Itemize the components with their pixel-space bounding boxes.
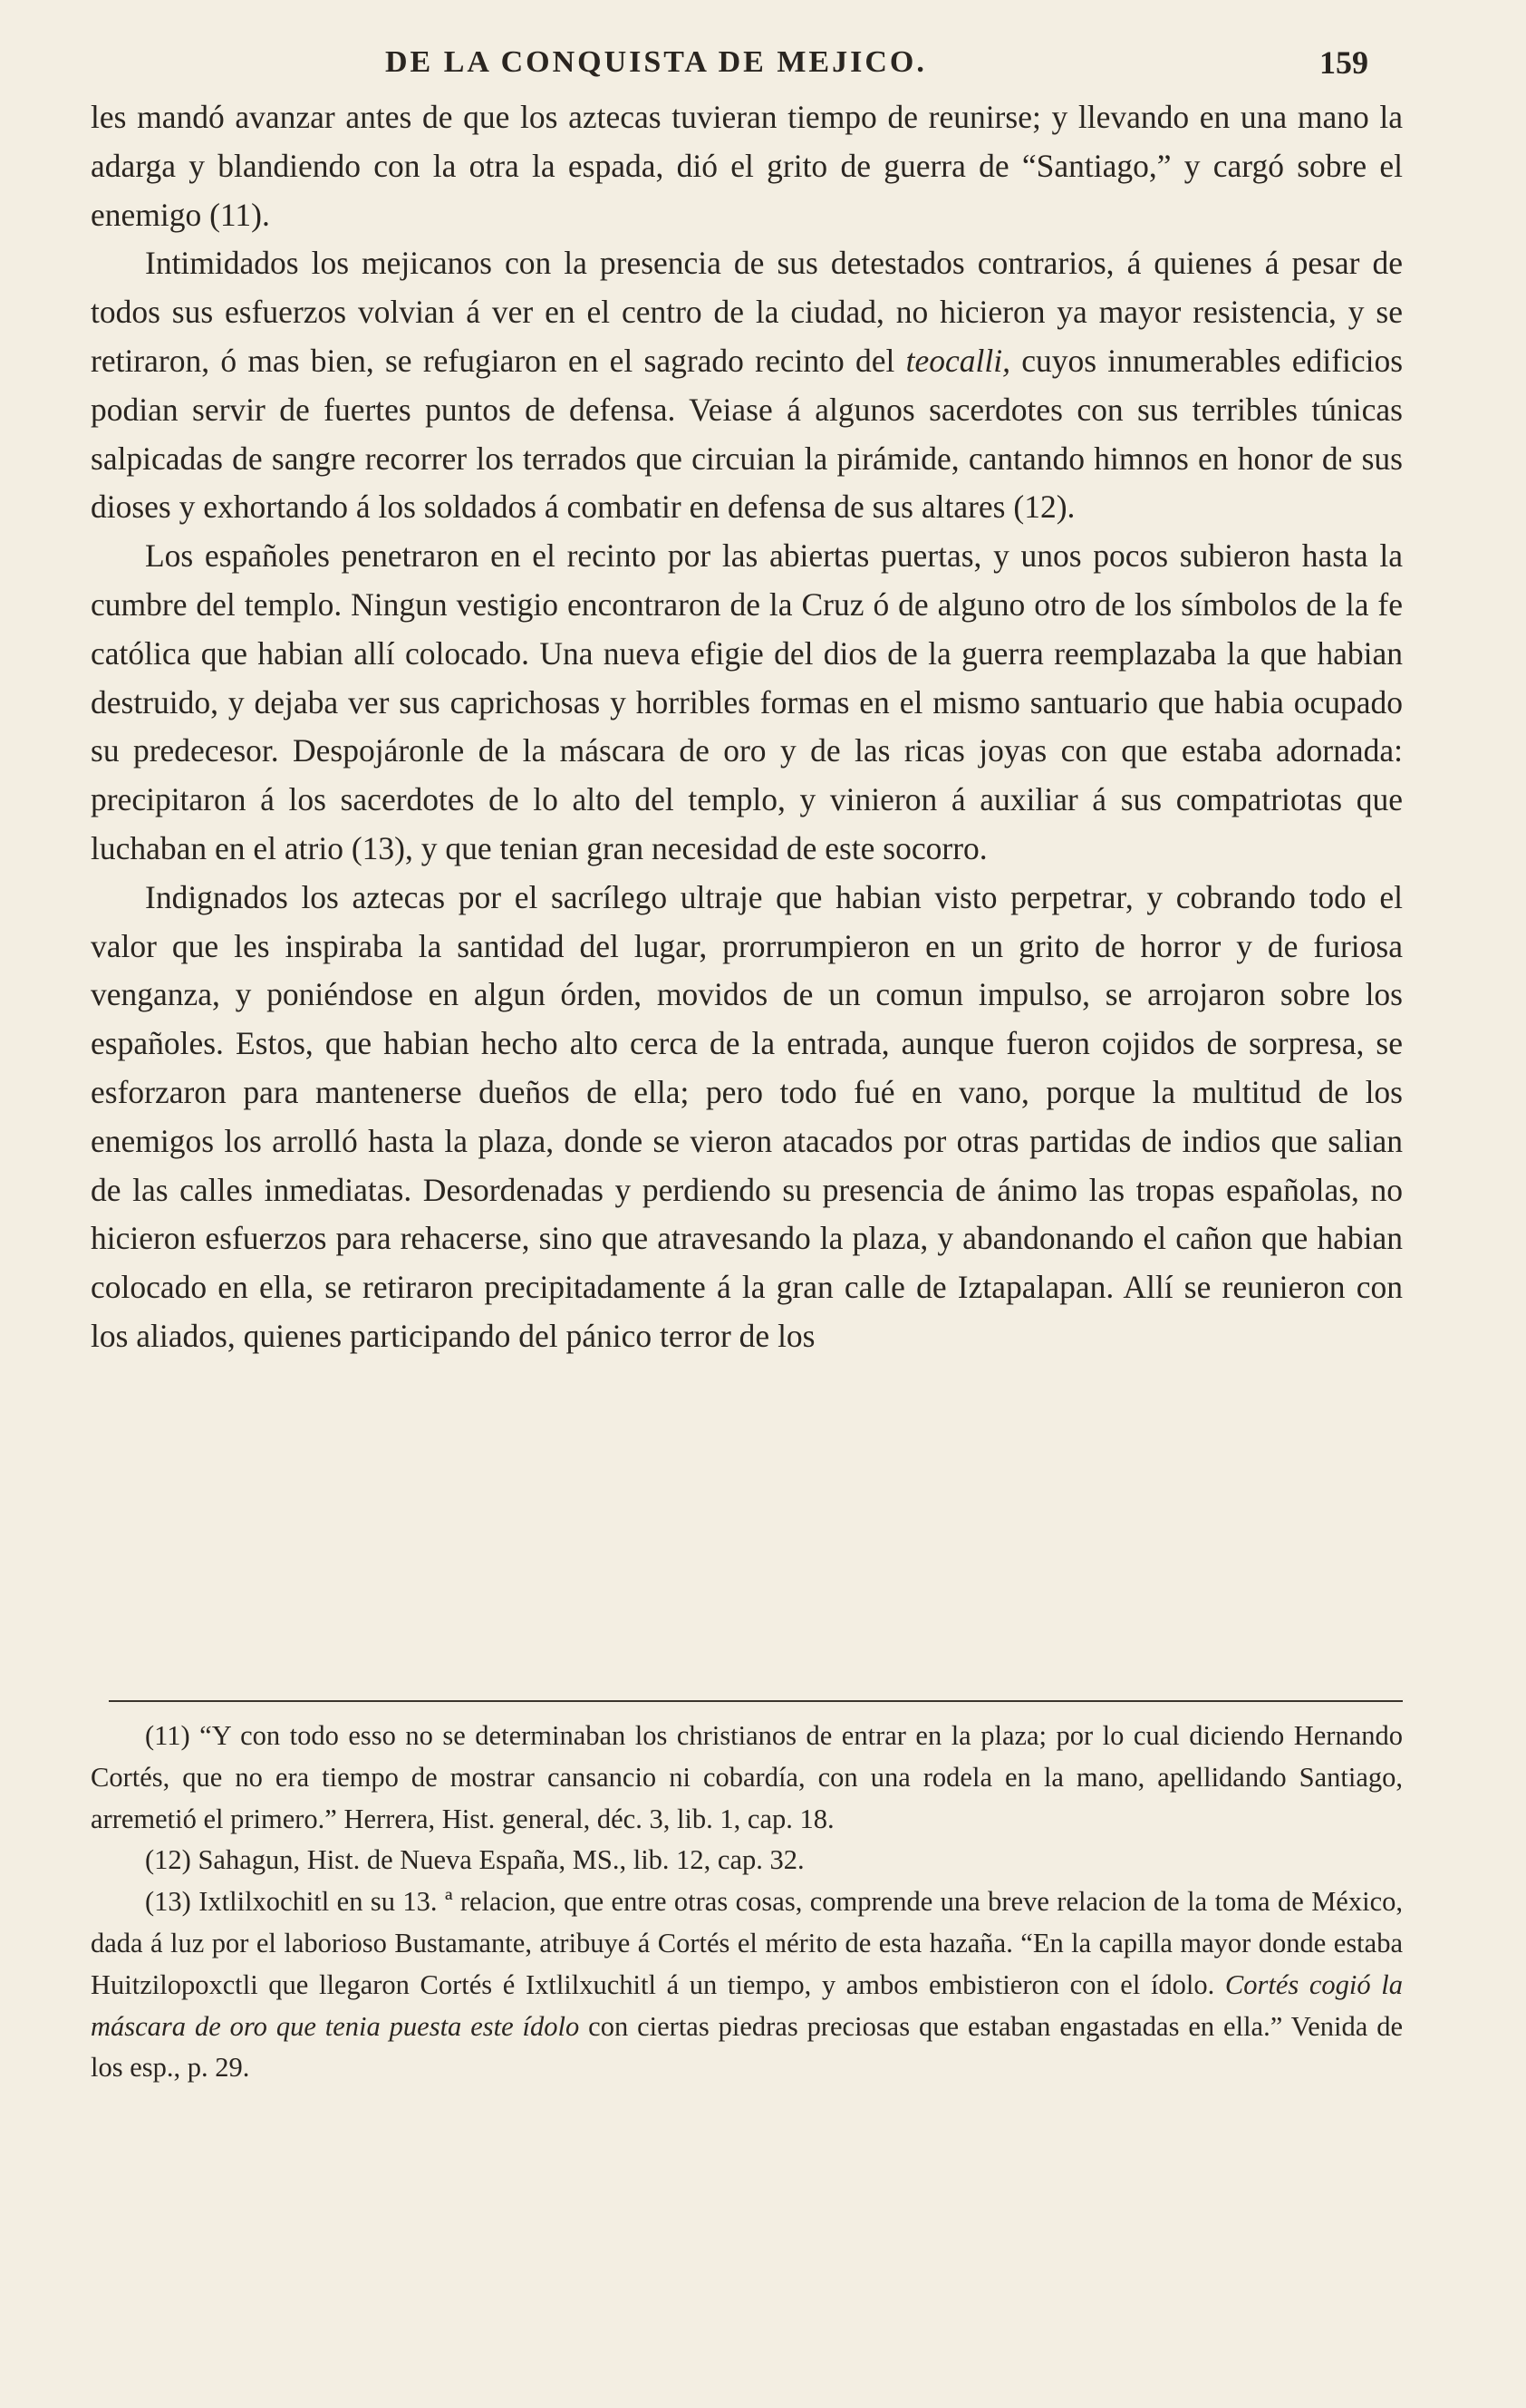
footnotes	[91, 1716, 1403, 2089]
footnote-11: (11) “Y con todo esso no se determinaban los christianos de entrar en la plaza; por lo cual diciendo Hernando Cortés, que no era tiempo de mostrar cansancio ni cobardía, con una rodela en la mano, apellidando Santiago, arremetió el primero.” Herrera, Hist. general, déc. 3, lib. 1, cap. 18.	[91, 1720, 1403, 1834]
paragraph-2	[91, 239, 1403, 532]
main-text	[91, 93, 1403, 1361]
book-page	[63, 44, 1404, 2364]
paragraph-2-start: Intimidados los mejicanos con la presencia de sus detestados contrarios, á quienes á pesar de todos sus esfuerzos volvian á ver en el centro de la ciudad, no hicieron ya mayor resistencia, y se retiraron, ó mas bien, se refugiaron en el sagrado recinto del	[91, 245, 1403, 379]
paragraph-3: Los españoles penetraron en el recinto por las abiertas puertas, y unos pocos subieron hasta la cumbre del templo. Ningun vestigio encontraron de la Cruz ó de alguno otro de los símbolos de la fe católica que habian allí colocado. Una nueva efigie del dios de la guerra reemplazaba la que habian destruido, y dejaba ver sus caprichosas y horribles formas en el mismo santuario que habia ocupado su predecesor. Despojáronle de la máscara de oro y de las ricas joyas con que estaba adornada: precipitaron á los sacerdotes de lo alto del templo, y vinieron á auxiliar á sus compatriotas que luchaban en el atrio (13), y que tenian gran necesidad de este socorro.	[91, 537, 1403, 866]
page-number: 159	[1319, 44, 1368, 81]
paragraph-2-rest: cuyos innumerables edificios podian servir de fuertes puntos de defensa. Veiase á algunos sacerdotes con sus terribles túnicas salpicadas de sangre recorrer los terrados que circuian la pirámide, cantando himnos en honor de sus dioses y exhortando á los soldados á combatir en defensa de sus altares (12).	[91, 342, 1404, 526]
paragraph-1: les mandó avanzar antes de que los aztecas tuvieran tiempo de reunirse; y llevando en una mano la adarga y blandiendo con la otra la espada, dió el grito de guerra de “Santiago,” y cargó sobre el enemigo (11).	[91, 99, 1403, 233]
footnote-13-end: con ciertas piedras preciosas que estaban engastadas en ella.” Venida de los esp., p. 29.	[91, 2010, 1403, 2084]
paragraph-4: Indignados los aztecas por el sacrílego ultraje que habian visto perpetrar, y cobrando todo el valor que les inspiraba la santidad del lugar, prorrumpieron en un grito de horror y de furiosa venganza, y poniéndose en algun órden, movidos de un comun impulso, se arrojaron sobre los españoles. Estos, que habian hecho alto cerca de la entrada, aunque fueron cojidos de sorpresa, se esforzaron para mantenerse dueños de ella; pero todo fué en vano, porque la multitud de los enemigos los arrolló hasta la plaza, donde se vieron atacados por otras partidas de indios que salian de las calles inmediatas. Desordenadas y perdiendo su presencia de ánimo las tropas españolas, no hicieron esfuerzos para rehacerse, sino que atravesando la plaza, y abandonando el cañon que habian colocado en ella, se retiraron precipitadamente á la gran calle de Iztapalapan. Allí se reunieron con los aliados, quienes participando del pánico terror de los	[91, 878, 1403, 1354]
footnote-13-italic: Cortés cogió la máscara de oro que tenia puesta este ídolo	[91, 1968, 1403, 2042]
footnote-12: (12) Sahagun, Hist. de Nueva España, MS., lib. 12, cap. 32.	[145, 1844, 805, 1876]
footnote-13	[91, 1881, 1403, 2089]
footnote-13-start: (13) Ixtlilxochitl en su 13. ª relacion, que entre otras cosas, comprende una breve relacion de la toma de México, dada á luz por el laborioso Bustamante, atribuye á Cortés el mérito de esta hazaña. “En la capilla mayor donde estaba Huitzilopoxctli que llegaron Cortés é Ixtlilxuchitl á un tiempo, y ambos embistieron con el ídolo.	[91, 1886, 1403, 2000]
running-title: DE LA CONQUISTA DE MEJICO.	[385, 45, 927, 79]
teocalli-italic: teocalli,	[905, 342, 1010, 379]
page-header	[63, 44, 1368, 98]
footnote-rule	[109, 1700, 1403, 1702]
